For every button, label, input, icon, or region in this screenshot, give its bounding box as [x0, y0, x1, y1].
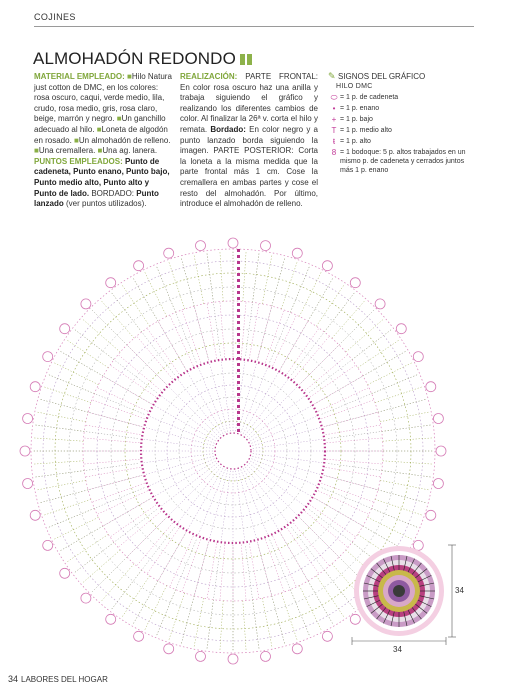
stitch-spoke	[321, 400, 374, 419]
start-column-stitch	[237, 387, 240, 390]
front-label: PARTE FRONTAL:	[245, 72, 318, 81]
bordado-text: En color negro y a punto lanzado borda siguiendo la imagen.	[180, 124, 318, 156]
stitch-spoke	[33, 438, 83, 441]
stitch-spoke	[249, 303, 259, 358]
publication-name: LABORES DEL HOGAR	[21, 675, 108, 684]
edge-scallop	[322, 631, 332, 641]
edge-scallop	[436, 446, 446, 456]
stitch-spoke	[178, 380, 221, 436]
stitch-spoke	[84, 438, 140, 443]
stitch-spoke	[301, 310, 375, 384]
stitch-spoke	[243, 251, 246, 301]
stitch-spoke	[253, 454, 322, 463]
stitch-spoke	[97, 388, 148, 412]
stitch-spoke	[262, 598, 272, 647]
stitch-spoke	[194, 598, 204, 647]
stitch-spoke	[243, 468, 278, 529]
edge-scallop	[30, 382, 40, 392]
start-column-stitch	[237, 255, 240, 258]
start-column-stitch	[237, 297, 240, 300]
stitch-spoke	[383, 461, 433, 464]
stitch-spoke	[245, 467, 288, 523]
start-column-stitch	[237, 375, 240, 378]
stitch-spoke	[258, 544, 285, 645]
edge-scallop	[396, 324, 406, 334]
stitch-spoke	[383, 438, 433, 441]
start-column-stitch	[237, 249, 240, 252]
legend-label: = 1 p. alto	[340, 138, 371, 145]
edge-scallop	[43, 540, 53, 550]
start-column-stitch	[237, 303, 240, 306]
stitch-spoke	[155, 461, 216, 496]
double-crochet-icon: ŧ	[332, 137, 336, 146]
stitch-spoke	[85, 467, 140, 477]
stitch-spoke	[37, 480, 86, 490]
stitch-spoke	[236, 471, 245, 540]
stitch-spoke	[122, 285, 150, 327]
start-column-stitch	[237, 399, 240, 402]
stitch-spoke	[101, 564, 134, 602]
stitch-spoke	[220, 251, 223, 301]
stitch-spoke	[250, 406, 311, 441]
start-column-stitch	[237, 321, 240, 324]
edge-scallop	[426, 510, 436, 520]
stitch-spoke	[327, 438, 383, 443]
stitch-spoke	[375, 387, 422, 403]
edge-scallop	[164, 248, 174, 258]
stitch-spoke	[92, 519, 166, 593]
start-column-stitch	[237, 261, 240, 264]
edge-scallop	[375, 299, 385, 309]
start-column-stitch	[237, 411, 240, 414]
page-footer	[8, 674, 108, 684]
stitch-spoke	[44, 387, 91, 403]
back-label: PARTE POSTERIOR:	[213, 146, 294, 156]
edge-scallop	[43, 352, 53, 362]
stitch-spoke	[281, 534, 333, 624]
stitch-spoke	[146, 428, 214, 446]
edge-scallop	[134, 631, 144, 641]
stitches-list: Punto de cadeneta, Punto enano, Punto bajo, Punto medio alto, Punto alto y Punto de lado.	[34, 156, 170, 198]
edge-scallop	[23, 414, 33, 424]
stitches-heading: PUNTOS EMPLEADOS:	[34, 156, 123, 166]
slip-stitch-icon: •	[332, 104, 336, 113]
material-item: Una ag. lanera.	[102, 146, 158, 156]
stitch-spoke	[40, 476, 141, 503]
stitch-spoke	[318, 388, 369, 412]
edge-scallop	[81, 593, 91, 603]
stitch-spoke	[322, 375, 418, 415]
bullet-square-icon: ■	[116, 114, 122, 124]
stitch-spoke	[252, 456, 320, 474]
legend-title: SIGNOS DEL GRÁFICO	[338, 72, 426, 81]
stitch-spoke	[181, 258, 208, 359]
stitch-spoke	[318, 491, 369, 515]
half-double-icon: T	[331, 126, 337, 135]
material-item: Un almohadón de relleno.	[78, 135, 171, 145]
thumbnail-ring	[393, 585, 405, 597]
start-column-stitch	[237, 267, 240, 270]
start-column-stitch	[237, 393, 240, 396]
stitch-spoke	[155, 406, 216, 441]
stitch-spoke	[252, 417, 317, 444]
stitch-spoke	[316, 576, 344, 618]
edge-scallop	[228, 238, 238, 248]
edge-scallop	[60, 324, 70, 334]
materials-heading: MATERIAL EMPLEADO:	[34, 72, 125, 81]
stitch-spoke	[326, 476, 427, 503]
stitch-spoke	[249, 396, 305, 439]
material-item: Loneta de algodón en rosado.	[34, 124, 168, 145]
realizacion-heading: REALIZACIÓN:	[180, 72, 238, 81]
start-column-stitch	[237, 273, 240, 276]
start-column-stitch	[237, 315, 240, 318]
start-column-stitch	[237, 369, 240, 372]
edge-scallop	[60, 568, 70, 578]
start-column-stitch	[237, 333, 240, 336]
stitch-spoke	[147, 328, 179, 374]
stitch-spoke	[322, 488, 418, 528]
stitch-spoke	[101, 301, 134, 339]
stitch-spoke	[287, 528, 319, 574]
bullet-square-icon: ■	[34, 146, 39, 156]
stitch-spoke	[270, 540, 310, 636]
stitch-spoke	[48, 375, 144, 415]
edge-scallop	[322, 261, 332, 271]
stitch-spoke	[157, 266, 197, 362]
stitch-spoke	[110, 365, 156, 397]
stitch-spoke	[253, 439, 322, 448]
bordado-note: (ver puntos utilizados).	[66, 199, 147, 209]
edge-scallop	[20, 446, 30, 456]
width-label: 34	[393, 645, 402, 654]
pencil-icon: ✎	[328, 71, 336, 81]
stitch-spoke	[207, 544, 217, 599]
stitch-spoke	[207, 303, 217, 358]
edge-scallop	[196, 651, 206, 661]
bullet-square-icon: ■	[97, 146, 103, 156]
edge-scallop	[433, 479, 443, 489]
stitch-spoke	[54, 363, 99, 385]
stitch-spoke	[258, 258, 285, 359]
stitch-spoke	[210, 470, 228, 538]
stitch-spoke	[85, 425, 140, 435]
bordado-label: Bordado:	[210, 124, 246, 134]
stitch-spoke	[316, 499, 406, 551]
stitch-spoke	[150, 459, 215, 486]
stitch-spoke	[60, 351, 150, 403]
back-text: Corta la loneta a la misma medida que la parte frontal más 1 cm. Cose la cremallera en ambas partes y cose el resto del almohadón. Por último, introduce el almohadón de relleno.	[180, 146, 318, 209]
edge-scallop	[261, 651, 271, 661]
edge-scallop	[164, 644, 174, 654]
start-column-stitch	[237, 351, 240, 354]
stitch-spoke	[332, 301, 365, 339]
start-column-stitch	[237, 345, 240, 348]
stitch-spoke	[182, 310, 201, 363]
stitch-spoke	[144, 439, 213, 448]
stitch-spoke	[145, 272, 167, 317]
stitch-spoke	[221, 471, 230, 540]
stitch-spoke	[293, 336, 329, 379]
stitch-spoke	[137, 336, 173, 379]
edge-scallop	[228, 654, 238, 664]
single-crochet-icon: +	[331, 115, 337, 124]
stitch-spoke	[220, 601, 223, 651]
stitch-spoke	[60, 499, 150, 551]
stitch-spoke	[188, 373, 223, 434]
edge-scallop	[30, 510, 40, 520]
stitch-spoke	[310, 365, 356, 397]
bordado-stitch: Punto lanzado	[34, 188, 159, 209]
stitch-spoke	[199, 470, 226, 535]
stitch-spoke	[380, 480, 429, 490]
start-column-stitch	[237, 417, 240, 420]
stitch-spoke	[92, 310, 166, 384]
stitch-spoke	[188, 468, 223, 529]
stitch-spoke	[368, 363, 413, 385]
stitch-spoke	[67, 340, 109, 368]
start-column-stitch	[237, 405, 240, 408]
stitch-spoke	[262, 255, 272, 304]
stitch-spoke	[40, 399, 141, 426]
stitch-spoke	[182, 539, 201, 592]
stitch-spoke	[281, 262, 297, 309]
stitch-spoke	[375, 499, 422, 515]
stitch-spoke	[133, 278, 185, 368]
stitch-spoke	[199, 368, 226, 433]
legend-label: = 1 p. medio alto	[340, 127, 392, 134]
stitch-spoke	[241, 302, 246, 358]
stitch-spoke	[249, 544, 259, 599]
stitch-spoke	[247, 465, 297, 514]
edge-scallop	[413, 352, 423, 362]
stitch-spoke	[144, 454, 213, 463]
stitch-spoke	[33, 461, 83, 464]
stitch-spoke	[241, 368, 268, 433]
stitch-spoke	[250, 461, 311, 496]
stitch-spoke	[194, 255, 204, 304]
stitch-spoke	[293, 523, 329, 566]
bullet-square-icon: ■	[96, 124, 102, 134]
stitch-spoke	[181, 544, 208, 645]
stitch-spoke	[299, 272, 321, 317]
stitch-spoke	[169, 465, 219, 514]
stitch-spoke	[169, 262, 185, 309]
legend-label: = 1 bodoque: 5 p. altos trabajados en un mismo p. de cadeneta y cerrados juntos más 1 p. enano	[340, 149, 466, 174]
stitch-spoke	[252, 459, 317, 486]
edge-scallop	[261, 241, 271, 251]
stitch-spoke	[326, 399, 427, 426]
stitch-spoke	[44, 499, 91, 515]
legend-label: = 1 p. bajo	[340, 116, 373, 123]
legend-brand: HILO DMC	[336, 83, 373, 90]
stitch-spoke	[162, 463, 218, 506]
start-column-stitch	[237, 327, 240, 330]
stitch-spoke	[270, 266, 310, 362]
stitch-spoke	[243, 601, 246, 651]
stitch-spoke	[305, 511, 348, 547]
edge-scallop	[106, 614, 116, 624]
stitch-spoke	[316, 285, 344, 327]
stitch-spoke	[157, 540, 197, 636]
edge-scallop	[292, 644, 302, 654]
stitch-spoke	[48, 488, 144, 528]
start-column-stitch	[237, 309, 240, 312]
stitch-spoke	[118, 355, 161, 391]
stitch-spoke	[145, 586, 167, 631]
stitch-spoke	[243, 373, 278, 434]
finished-cushion-thumbnail	[354, 546, 444, 636]
stitch-spoke	[326, 425, 381, 435]
stitch-spoke	[67, 534, 109, 562]
material-item: Hilo Natura just cotton de DMC, en los colores: rosa oscuro, caqui, verde medio, lila, crudo, rosa medio, gris, rosa claro, beige, marrón y negro.	[34, 72, 172, 124]
stitch-spoke	[169, 387, 219, 437]
edge-scallop	[106, 278, 116, 288]
bobble-icon: 8	[331, 148, 337, 157]
front-text: En color rosa oscuro haz una anilla y trabaja siguiendo el gráfico y realizando los diferentes cambios de color. Al finalizar la 26ª v. corta el hilo y remata.	[180, 82, 318, 134]
stitch-spoke	[169, 593, 185, 640]
stitch-spoke	[358, 340, 400, 368]
stitch-spoke	[273, 536, 297, 587]
stitch-spoke	[54, 517, 99, 539]
stitch-spoke	[122, 576, 150, 618]
bullet-square-icon: ■	[74, 135, 79, 145]
legend-label: = 1 p. de cadeneta	[340, 94, 399, 101]
edge-scallop	[350, 278, 360, 288]
height-label: 34	[455, 586, 464, 595]
start-column-stitch	[237, 423, 240, 426]
bordado-label: BORDADO:	[91, 188, 135, 198]
stitch-spoke	[281, 593, 297, 640]
edge-scallop	[23, 479, 33, 489]
stitch-spoke	[220, 302, 225, 358]
stitch-spoke	[310, 505, 356, 537]
chain-icon: ⬭	[330, 93, 338, 102]
legend-label: = 1 p. enano	[340, 105, 380, 112]
start-column-stitch	[237, 279, 240, 282]
start-column-stitch	[237, 429, 240, 432]
stitch-spoke	[97, 491, 148, 515]
stitch-spoke	[241, 470, 268, 535]
page-number: 34	[8, 674, 19, 684]
start-column-stitch	[237, 357, 240, 360]
stitch-spoke	[170, 536, 194, 587]
edge-scallop	[196, 241, 206, 251]
start-column-stitch	[237, 291, 240, 294]
edge-scallop	[134, 261, 144, 271]
stitch-spoke	[305, 355, 348, 391]
stitch-spoke	[299, 586, 321, 631]
edge-scallop	[426, 382, 436, 392]
chart-ring	[141, 359, 325, 543]
edge-scallop	[350, 614, 360, 624]
stitch-spoke	[281, 278, 333, 368]
material-item: Una cremallera.	[38, 146, 96, 156]
stitch-spoke	[147, 528, 179, 574]
start-column-stitch	[237, 381, 240, 384]
stitch-spoke	[170, 315, 194, 366]
edge-scallop	[292, 248, 302, 258]
edge-scallop	[433, 414, 443, 424]
stitch-spoke	[133, 534, 185, 624]
edge-scallop	[81, 299, 91, 309]
stitch-spoke	[118, 511, 161, 547]
stitch-spoke	[316, 351, 406, 403]
page-title-text: ALMOHADÓN REDONDO	[33, 49, 236, 68]
stitch-spoke	[247, 387, 297, 437]
stitch-spoke	[110, 505, 156, 537]
stitch-spoke	[321, 483, 374, 502]
stitch-spoke	[37, 412, 86, 422]
chart-ring	[215, 433, 251, 469]
stitch-spoke	[326, 467, 381, 477]
start-column-stitch	[237, 285, 240, 288]
stitch-spoke	[368, 517, 413, 539]
stitch-spoke	[137, 523, 173, 566]
stitch-spoke	[221, 362, 230, 431]
start-column-stitch	[237, 363, 240, 366]
section-tag: COJINES	[34, 12, 76, 22]
start-column-stitch	[237, 339, 240, 342]
stitch-spoke	[236, 362, 245, 431]
stitch-spoke	[380, 412, 429, 422]
stitch-spoke	[287, 328, 319, 374]
stitch-spoke	[273, 315, 297, 366]
material-item: Un ganchillo adecuado al hilo.	[34, 114, 166, 134]
bullet-square-icon: ■	[127, 72, 132, 81]
stitch-spoke	[150, 417, 215, 444]
